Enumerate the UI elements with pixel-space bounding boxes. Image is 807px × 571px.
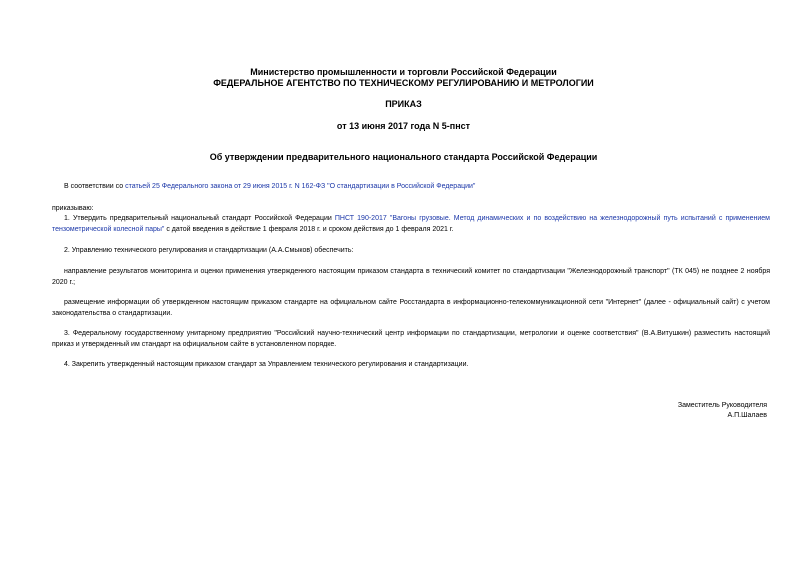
intro-paragraph: [64, 181, 770, 192]
ministry-heading: Министерство промышленности и торговли Российской Федерации: [250, 67, 557, 77]
date-number: от 13 июня 2017 года N 5-пнст: [336, 121, 471, 131]
signature-position: Заместитель Руководителя: [677, 402, 767, 409]
standard-link[interactable]: ПНСТ 190-2017 "Вагоны грузовые. Метод динамических и по воздействию на железнодорожный путь испытаний с применением тензометрической колесной пары": [52, 215, 770, 233]
signature-name: А.П.Шалаев: [727, 412, 767, 419]
document-subject: Об утверждении предварительного национального стандарта Российской Федерации: [209, 152, 598, 162]
item-4: 4. Закрепить утвержденный настоящим приказом стандарт за Управлением технического регулирования и стандартизации.: [64, 361, 469, 368]
item-1-prefix: 1. Утвердить предварительный национальный стандарт Российской Федерации: [64, 215, 335, 222]
document-type: ПРИКАЗ: [385, 99, 422, 109]
item-2: 2. Управлению технического регулирования и стандартизации (А.А.Смыков) обеспечить:: [64, 247, 354, 254]
law-link[interactable]: статьей 25 Федерального закона от 29 июня 2015 г. N 162-ФЗ "О стандартизации в Российской Федерации": [125, 183, 476, 190]
item-1-suffix: с датой введения в действие 1 февраля 2018 г. и сроком действия до 1 февраля 2021 г.: [164, 226, 454, 233]
order-word: приказываю:: [52, 205, 94, 212]
item-3: 3. Федеральному государственному унитарному предприятию "Российский научно-технический центр информации по стандартизации, метрологии и оценке соответствия" (В.А.Витушкин) разместить настоящий приказ и утвержденный им стандарт на официальном сайте в установленном порядке.: [52, 330, 770, 348]
item-2a: направление результатов мониторинга и оценки применения утвержденного настоящим приказом стандарта в технический комитет по стандартизации "Железнодорожный транспорт" (ТК 045) не позднее 2 ноября 2020 г.;: [52, 268, 770, 286]
agency-heading: ФЕДЕРАЛЬНОЕ АГЕНТСТВО ПО ТЕХНИЧЕСКОМУ РЕГУЛИРОВАНИЮ И МЕТРОЛОГИИ: [213, 78, 594, 88]
intro-prefix: В соответствии со: [64, 183, 126, 190]
item-2b: размещение информации об утвержденном настоящим приказом стандарте на официальном сайте Росстандарта в информационно-телекоммуникационной сети "Интернет" (далее - официальный сайт) с учетом законодательства о стандартизации.: [52, 299, 770, 317]
item-1: [52, 213, 770, 235]
